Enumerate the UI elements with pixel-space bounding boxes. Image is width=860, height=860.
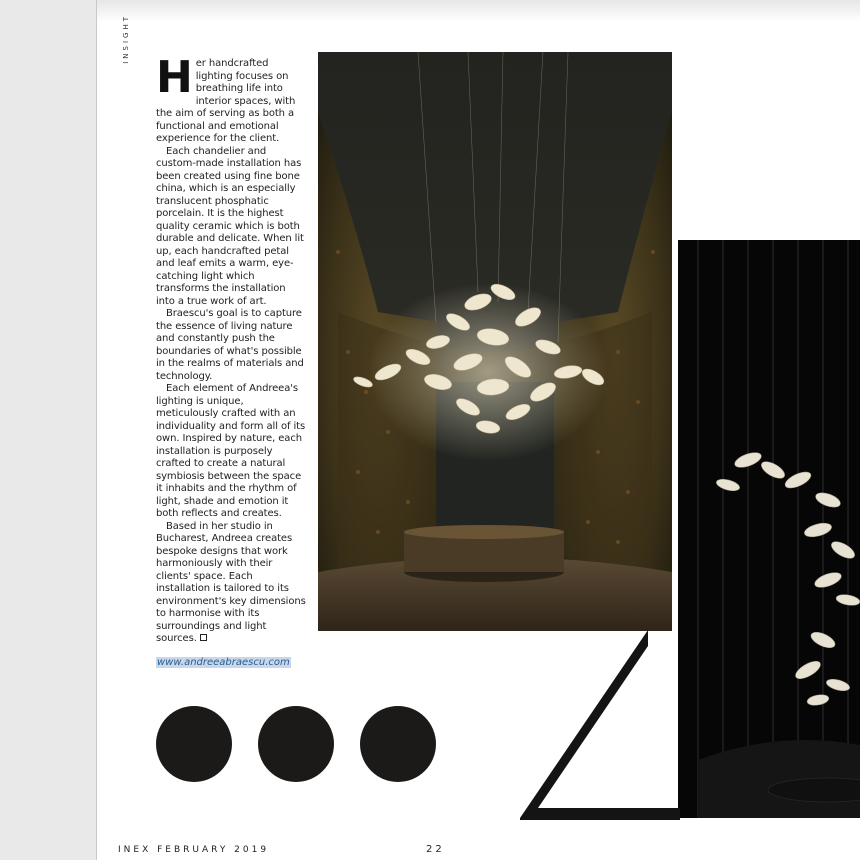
article-paragraph-5: Based in her studio in Bucharest, Andreea creates bespoke designs that work harmoniously with their clients' space. Each installation is tailored to its environment's key dimensions to harmonise with its surroundings and light sources. <box>156 520 306 644</box>
end-mark-icon <box>200 634 207 641</box>
article-body <box>156 52 306 646</box>
footer-publication: INEX FEBRUARY 2019 <box>118 845 270 855</box>
chandelier-illustration <box>318 52 672 631</box>
dropcap: H <box>156 52 193 103</box>
article-paragraph-4: Each element of Andreea's lighting is unique, meticulously crafted with an individuality and form all of its own. Inspired by nature, each installation is purposely crafted to create a natural symbiosis between the space it inhabits and the rhythm of light, shade and emotion it both reflects and creates. <box>156 383 306 519</box>
website-link[interactable]: www.andreeabraescu.com <box>157 657 290 668</box>
triangle-graphic <box>520 630 680 820</box>
article-paragraph-3: Braescu's goal is to capture the essence of living nature and constantly push the boundaries of what's possible in the realms of materials and technology. <box>156 308 304 382</box>
decorative-circle <box>156 706 232 782</box>
page-top-shadow <box>97 0 860 22</box>
chandelier-illustration-secondary <box>678 240 860 818</box>
page-number: 22 <box>426 844 445 855</box>
article-paragraph-1: Her handcrafted lighting focuses on breathing life into interior spaces, with the aim of serving as both a functional and emotional experience for the client. <box>156 52 296 144</box>
decorative-circle <box>258 706 334 782</box>
decorative-circle <box>360 706 436 782</box>
chandelier-photo-secondary <box>678 240 860 818</box>
article-paragraph-2: Each chandelier and custom-made installation has been created using fine bone china, which is an especially translucent phosphatic porcelain. It is the highest quality ceramic which is both durable and delicate. When lit up, each handcrafted petal and leaf emits a warm, eye-catching light which transforms the installation into a true work of art. <box>156 145 304 307</box>
section-label: INSIGHT <box>122 14 130 64</box>
chandelier-photo <box>318 52 672 631</box>
